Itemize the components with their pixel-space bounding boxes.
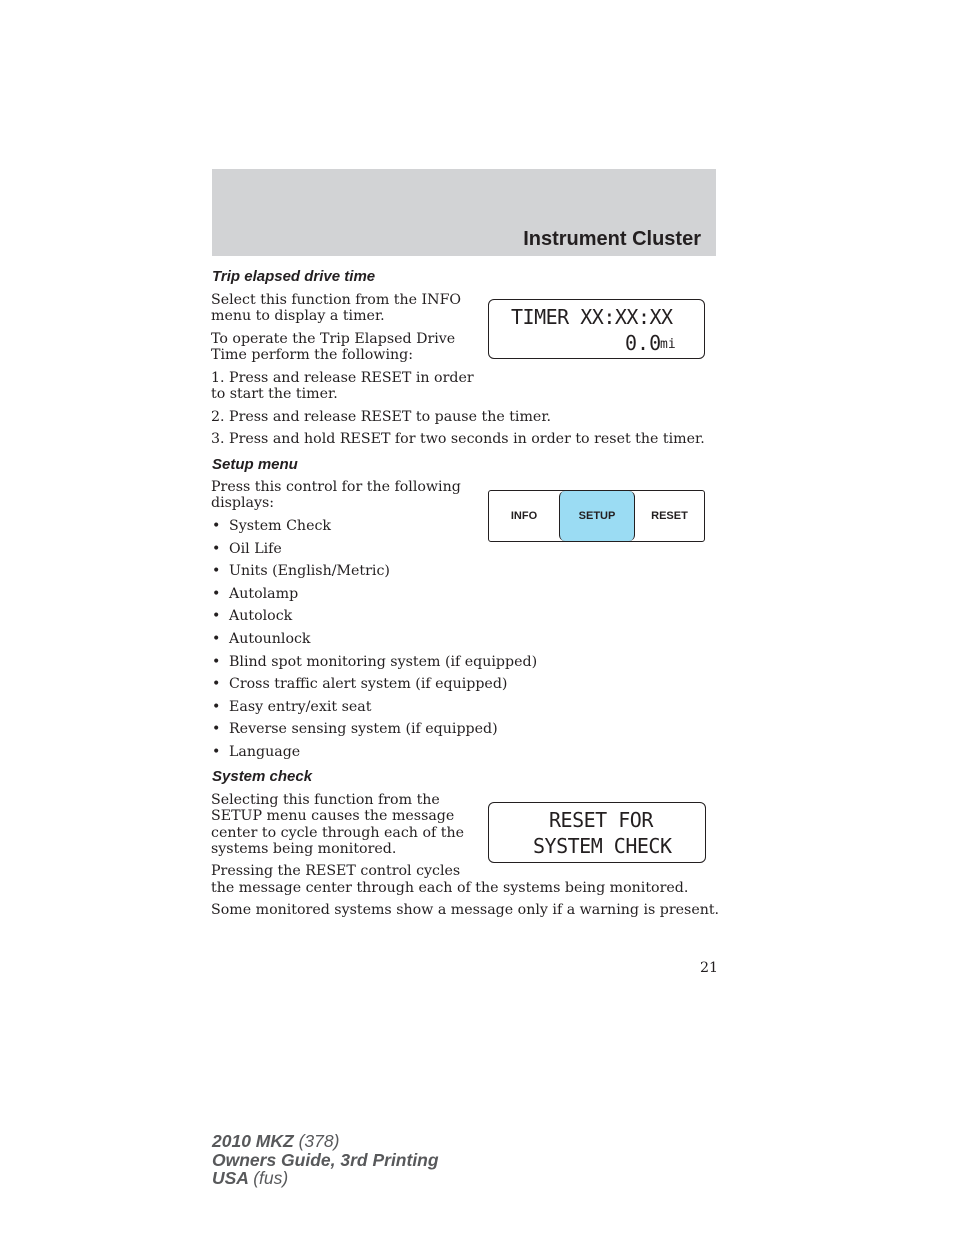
trip-step-3: 3. Press and hold RESET for two seconds in order to reset the timer. bbox=[211, 431, 705, 447]
system-check-p2-line-1: Pressing the RESET control cycles bbox=[211, 863, 461, 879]
system-check-display bbox=[488, 802, 706, 863]
list-item: • Autounlock bbox=[211, 629, 537, 652]
page-number: 21 bbox=[700, 960, 719, 976]
timer-display bbox=[488, 299, 705, 359]
timer-display-line: TIMER XX:XX:XX bbox=[511, 305, 673, 329]
footer-market: USA bbox=[212, 1168, 249, 1188]
trip-paragraph-2-line-2: Time perform the following: bbox=[211, 347, 413, 363]
setup-display-list bbox=[211, 516, 537, 765]
trip-step-1-line-2: to start the timer. bbox=[211, 386, 338, 402]
trip-step-1-line-1: 1. Press and release RESET in order bbox=[211, 370, 474, 386]
footer-model-line bbox=[212, 1132, 439, 1151]
list-item: • Units (English/Metric) bbox=[211, 561, 537, 584]
control-buttons-illustration bbox=[488, 490, 705, 542]
footer bbox=[212, 1132, 439, 1188]
reset-button: RESET bbox=[651, 510, 688, 522]
system-check-heading: System check bbox=[212, 768, 313, 785]
list-item: • Autolamp bbox=[211, 584, 537, 607]
trip-heading: Trip elapsed drive time bbox=[212, 268, 376, 285]
trip-paragraph-2-line-1: To operate the Trip Elapsed Drive bbox=[211, 331, 456, 347]
system-check-display-line-2: SYSTEM CHECK bbox=[533, 834, 672, 858]
system-check-p3: Some monitored systems show a message only if a warning is present. bbox=[211, 902, 720, 918]
system-check-p1-line-3: center to cycle through each of the bbox=[211, 825, 464, 841]
footer-model-code: (378) bbox=[298, 1131, 340, 1151]
system-check-p2-line-2: the message center through each of the systems being monitored. bbox=[211, 880, 689, 896]
setup-heading: Setup menu bbox=[212, 456, 298, 473]
info-button: INFO bbox=[510, 510, 538, 522]
timer-display-value: 0.0 bbox=[625, 331, 662, 355]
footer-model: 2010 MKZ bbox=[212, 1131, 294, 1151]
footer-market-line bbox=[212, 1169, 439, 1188]
section-title: Instrument Cluster bbox=[523, 228, 701, 250]
list-item: • Language bbox=[211, 742, 537, 765]
footer-guide: Owners Guide, 3rd Printing bbox=[212, 1149, 439, 1170]
header-band bbox=[212, 169, 716, 256]
trip-paragraph-1-line-2: menu to display a timer. bbox=[211, 308, 385, 324]
list-item: • Easy entry/exit seat bbox=[211, 697, 537, 720]
trip-step-2: 2. Press and release RESET to pause the timer. bbox=[211, 409, 552, 425]
list-item: • System Check bbox=[211, 516, 537, 539]
system-check-p1-line-1: Selecting this function from the bbox=[211, 792, 440, 808]
setup-intro-line-2: displays: bbox=[211, 495, 275, 511]
setup-intro-line-1: Press this control for the following bbox=[211, 479, 461, 495]
trip-paragraph-1-line-1: Select this function from the INFO bbox=[211, 292, 462, 308]
system-check-display-line-1: RESET FOR bbox=[549, 808, 653, 832]
list-item: • Blind spot monitoring system (if equipped) bbox=[211, 652, 537, 675]
list-item: • Cross traffic alert system (if equipped) bbox=[211, 674, 537, 697]
timer-display-unit: mi bbox=[660, 337, 676, 352]
setup-button: SETUP bbox=[559, 491, 635, 541]
list-item: • Autolock bbox=[211, 606, 537, 629]
system-check-p1-line-2: SETUP menu causes the message bbox=[211, 808, 455, 824]
list-item: • Reverse sensing system (if equipped) bbox=[211, 719, 537, 742]
system-check-p1-line-4: systems being monitored. bbox=[211, 841, 397, 857]
footer-market-code: (fus) bbox=[253, 1168, 289, 1188]
list-item: • Oil Life bbox=[211, 539, 537, 562]
